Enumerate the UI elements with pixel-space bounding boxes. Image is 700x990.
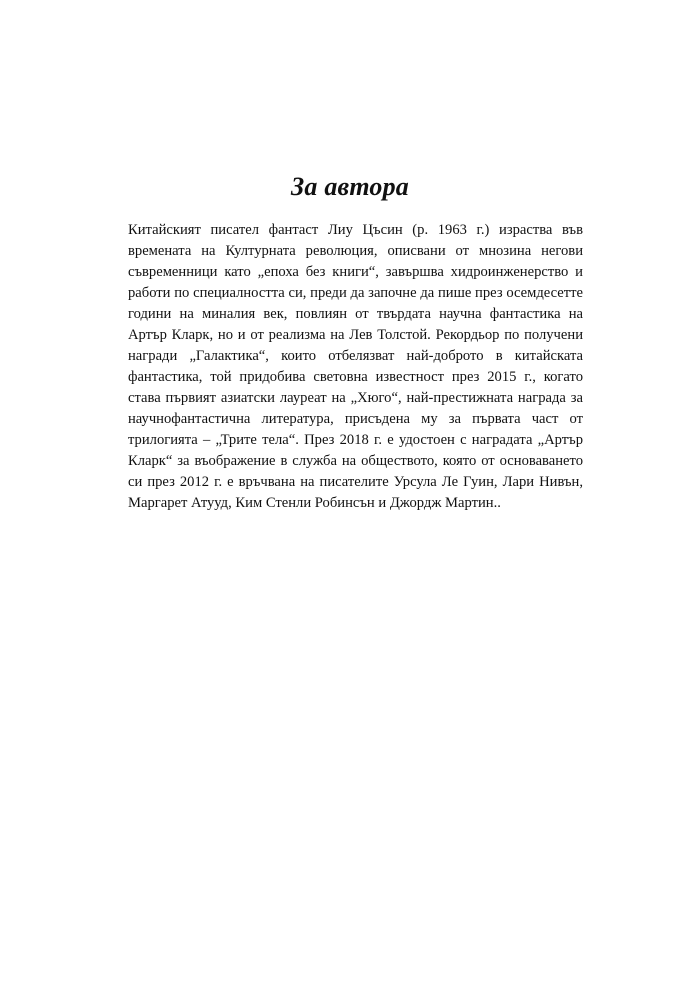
author-bio-paragraph [128,220,583,514]
paragraph-line: трилогията – „Трите тела“. През 2018 г. е удостоен с наградата „Артър [128,432,583,448]
paragraph-line: си през 2012 г. е връчвана на писателите Урсула Ле Гуин, Лари Нивън, [128,474,583,490]
paragraph-line: години на миналия век, повлиян от твърдата научна фантастика на [128,306,583,322]
paragraph-line: награди „Галактика“, които отбелязват най-доброто в китайската [128,348,583,364]
paragraph-line: фантастика, той придобива световна известност през 2015 г., когато [128,369,583,385]
paragraph-line: Кларк“ за въображение в служба на обществото, която от основаването [128,453,583,469]
paragraph-line: става първият азиатски лауреат на „Хюго“, най-престижната награда за [128,390,583,406]
paragraph-line: работи по специалността си, преди да започне да пише през осемдесетте [128,285,583,301]
paragraph-line: научнофантастична литература, присъдена му за първата част от [128,411,583,427]
paragraph-line: времената на Културната революция, описвани от мнозина негови [128,243,583,259]
paragraph-line: Маргарет Атууд, Ким Стенли Робинсън и Джордж Мартин.. [128,495,501,511]
paragraph-line: съвременници като „епоха без книги“, завършва хидроинженерство и [128,264,583,280]
page-title: За автора [290,172,410,201]
paragraph-line: Артър Кларк, но и от реализма на Лев Толстой. Рекордьор по получени [128,327,583,343]
paragraph-line: Китайският писател фантаст Лиу Цъсин (р. 1963 г.) израства във [128,222,583,238]
